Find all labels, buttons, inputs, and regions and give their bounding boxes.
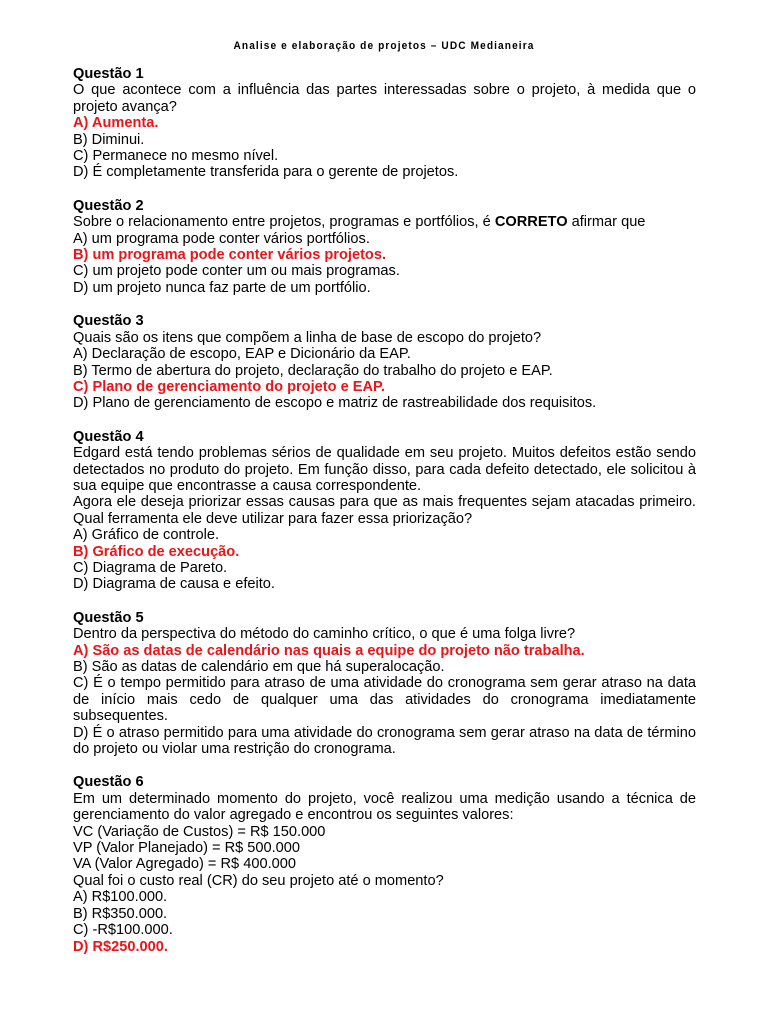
option-b: B) São as datas de calendário em que há superalocação. [73, 659, 445, 675]
option-b: B) Gráfico de execução. [73, 543, 240, 560]
option-c: C) um projeto pode conter um ou mais programas. [73, 263, 400, 280]
value-line-va: VA (Valor Agregado) = R$ 400.000 [73, 856, 296, 873]
option-c: C) -R$100.000. [73, 922, 173, 939]
question-title: Questão 3 [73, 313, 144, 330]
option-d: D) Diagrama de causa e efeito. [73, 576, 275, 593]
question-2 [73, 198, 696, 296]
page-header: Analise e elaboração de projetos – UDC Medianeira [233, 40, 535, 52]
value-line-vc: VC (Variação de Custos) = R$ 150.000 [73, 823, 326, 840]
option-a: A) Aumenta. [73, 115, 159, 132]
option-c: C) É o tempo permitido para atraso de uma atividade do cronograma sem gerar atraso na data de início mais cedo de qualquer uma das atividades do cronograma imediatamente subsequentes. [73, 675, 696, 725]
question-title: Questão 5 [73, 609, 144, 626]
option-d: D) É o atraso permitido para uma atividade do cronograma sem gerar atraso na data de término do projeto ou violar uma restrição do cronograma. [73, 724, 696, 758]
option-d: D) Plano de gerenciamento de escopo e matriz de rastreabilidade dos requisitos. [73, 395, 597, 412]
question-title: Questão 6 [73, 774, 144, 791]
option-b: B) um programa pode conter vários projetos. [73, 247, 387, 264]
option-d: D) R$250.000. [73, 938, 168, 955]
question-title: Questão 2 [73, 197, 144, 214]
option-a: A) um programa pode conter vários portfólios. [73, 230, 370, 247]
question-text: Em um determinado momento do projeto, você realizou uma medição usando a técnica de gerenciamento do valor agregado e encontrou os seguintes valores: [73, 790, 696, 824]
question-text: Dentro da perspectiva do método do caminho crítico, o que é uma folga livre? [73, 626, 576, 643]
question-text [73, 214, 696, 230]
option-a: A) Gráfico de controle. [73, 527, 220, 544]
question-text: O que acontece com a influência das partes interessadas sobre o projeto, à medida que o projeto avança? [73, 82, 696, 115]
option-a: A) Declaração de escopo, EAP e Dicionário da EAP. [73, 346, 411, 363]
option-c: C) Permanece no mesmo nível. [73, 148, 279, 165]
question-text-continued: Agora ele deseja priorizar essas causas para que as mais frequentes sejam atacadas primeiro. Qual ferramenta ele deve utilizar para fazer essa priorização? [73, 494, 696, 527]
question-title: Questão 4 [73, 428, 144, 445]
question-text-before: Sobre o relacionamento entre projetos, programas e portfólios, é [73, 214, 495, 231]
question-text-after: afirmar que [567, 214, 646, 231]
option-a: A) São as datas de calendário nas quais a equipe do projeto não trabalha. [73, 642, 585, 659]
question-6 [73, 774, 696, 954]
option-a: A) R$100.000. [73, 889, 168, 906]
question-text-emphasis: CORRETO [494, 214, 568, 231]
value-line-vp: VP (Valor Planejado) = R$ 500.000 [73, 840, 301, 857]
option-c: C) Diagrama de Pareto. [73, 559, 228, 576]
question-title: Questão 1 [73, 66, 144, 82]
question-4 [73, 429, 696, 593]
option-b: B) Diminui. [73, 131, 145, 148]
question-text: Quais são os itens que compõem a linha de base de escopo do projeto? [73, 329, 542, 346]
question-prompt: Qual foi o custo real (CR) do seu projeto até o momento? [73, 872, 444, 889]
option-b: B) R$350.000. [73, 905, 168, 922]
question-text: Edgard está tendo problemas sérios de qualidade em seu projeto. Muitos defeitos estão sendo detectados no produto do projeto. Em função disso, para cada defeito detectado, ele solicitou à sua equipe que encontrasse a causa correspondente. [73, 445, 696, 494]
option-d: D) É completamente transferida para o gerente de projetos. [73, 164, 459, 181]
question-5 [73, 610, 696, 758]
question-3 [73, 313, 696, 411]
option-b: B) Termo de abertura do projeto, declaração do trabalho do projeto e EAP. [73, 362, 553, 379]
questions-content [73, 66, 696, 972]
option-d: D) um projeto nunca faz parte de um portfólio. [73, 279, 371, 296]
option-c: C) Plano de gerenciamento do projeto e EAP. [73, 378, 385, 395]
question-1 [73, 66, 696, 181]
